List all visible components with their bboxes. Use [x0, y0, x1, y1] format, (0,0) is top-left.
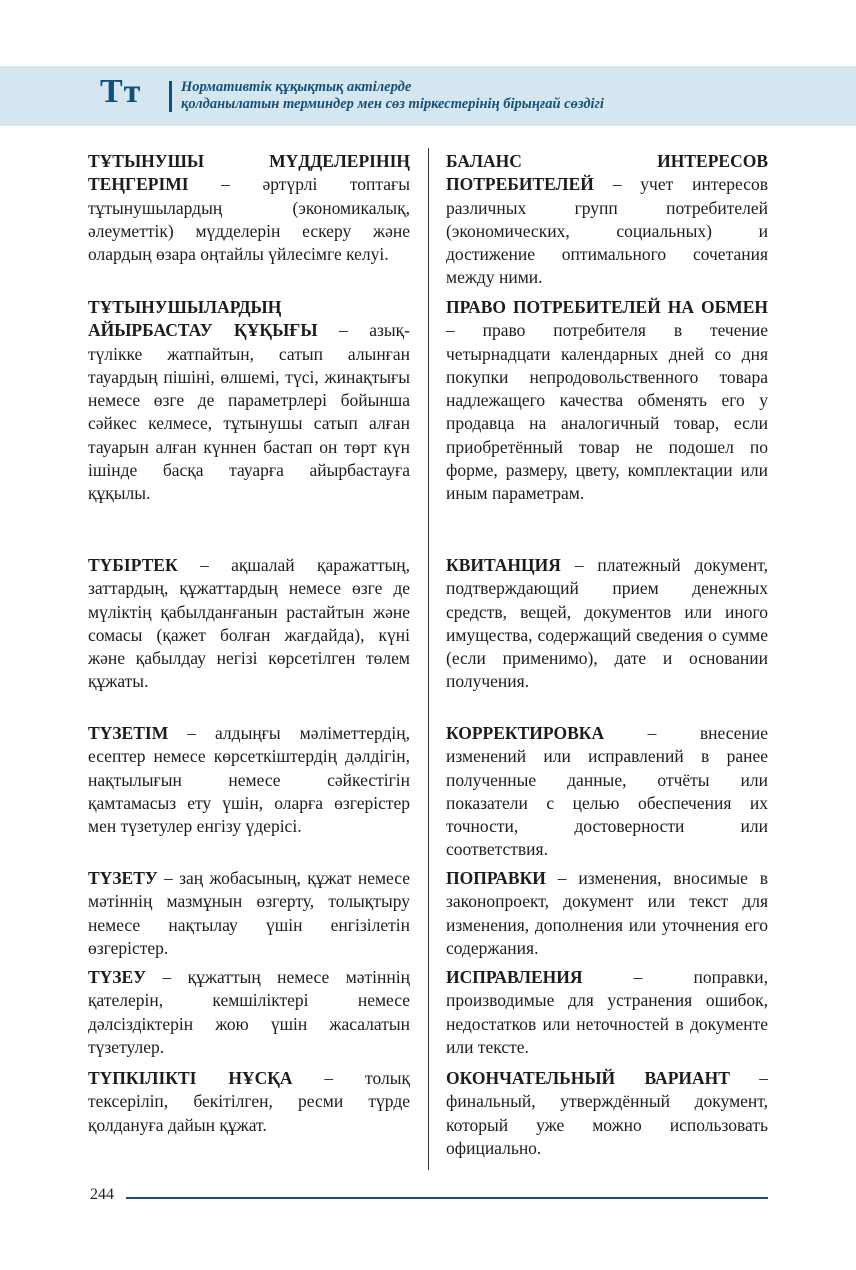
column-divider	[428, 148, 429, 1170]
entry-kk-5	[88, 867, 410, 960]
entry-ru-2	[446, 296, 768, 506]
entry-definition: – финальный, утверждённый документ, который уже можно использовать официально.	[446, 1068, 768, 1158]
entry-term: ОКОНЧАТЕЛЬНЫЙ ВАРИАНТ	[446, 1068, 730, 1088]
entry-term: ПОПРАВКИ	[446, 868, 546, 888]
entry-definition: – заң жобасының, құжат немесе мәтіннің мазмұнын өзгерту, толықтыру немесе нақтылау үшін енгізілетін өзгерістер.	[88, 868, 410, 958]
entry-definition: – платежный документ, подтверждающий прием денежных средств, вещей, документов или иного имущества, содержащий сведения о сумме (если применимо), дате и основании получения.	[446, 555, 768, 692]
entry-kk-7	[88, 1067, 410, 1137]
title-line-1: Нормативтік құқықтық актілерде	[181, 79, 412, 95]
entry-term: ТҮЗЕТУ	[88, 868, 158, 888]
entry-definition: – поправки, производимые для устранения ошибок, недостатков или неточностей в документе или тексте.	[446, 967, 768, 1057]
entry-term: КВИТАНЦИЯ	[446, 555, 561, 575]
entry-term: ТҰТЫНУШЫЛАРДЫҢ АЙЫРБАСТАУ ҚҰҚЫҒЫ	[88, 297, 318, 341]
entry-term: ИСПРАВЛЕНИЯ	[446, 967, 583, 987]
entry-ru-3	[446, 554, 768, 694]
entry-term: КОРРЕКТИРОВКА	[446, 723, 605, 743]
entry-term: ТҮЗЕТІМ	[88, 723, 169, 743]
entry-ru-5	[446, 867, 768, 960]
header-divider	[169, 81, 172, 112]
entry-definition: – внесение изменений или исправлений в ранее полученные данные, отчёты или показатели с целью обеспечения их точности, достоверности или соответствия.	[446, 723, 768, 860]
entry-kk-6	[88, 966, 410, 1059]
entry-kk-4	[88, 722, 410, 838]
entry-kk-3	[88, 554, 410, 694]
entry-term: ТҮБІРТЕК	[88, 555, 178, 575]
entry-term: ТҮПКІЛІКТІ НҰСҚА	[88, 1068, 293, 1088]
entry-definition: – учет интересов различных групп потребителей (экономических, социальных) и достижение оптимального сочетания между ними.	[446, 174, 768, 288]
entry-definition: – право потребителя в течение четырнадцати календарных дней со дня покупки непродовольственного товара надлежащего качества обменять его у продавца на аналогичный товар, если приобретённый товар не подошел по форме, размеру, цвету, комплектации или иным параметрам.	[446, 320, 768, 504]
entry-kk-2	[88, 296, 410, 506]
entry-definition: – ақшалай қаражаттың, заттардың, құжаттардың немесе өзге де мүліктің қабылданғанын растайтын және сомасы (қажет болған жағдайда), күні және қабылдау негізі көрсетілген төлем құжаты.	[88, 555, 410, 692]
entry-ru-7	[446, 1067, 768, 1160]
entry-definition: – изменения, вносимые в законопроект, документ или текст для изменения, дополнения или уточнения его содержания.	[446, 868, 768, 958]
entry-term: БАЛАНС ИНТЕРЕСОВ ПОТРЕБИТЕЛЕЙ	[446, 151, 768, 195]
entry-ru-1	[446, 150, 768, 290]
section-letters: Тт	[100, 73, 142, 110]
entry-term: ПРАВО ПОТРЕБИТЕЛЕЙ НА ОБМЕН	[446, 297, 768, 317]
entry-term: ТҰТЫНУШЫ МҮДДЕЛЕРІНІҢ ТЕҢГЕРІМІ	[88, 151, 410, 195]
entry-ru-6	[446, 966, 768, 1059]
footer-rule	[126, 1197, 768, 1199]
dictionary-title	[181, 79, 604, 113]
page-number: 244	[90, 1186, 114, 1203]
entry-kk-1	[88, 150, 410, 266]
entry-ru-4	[446, 722, 768, 862]
entry-definition: – құжаттың немесе мәтіннің қателерін, кемшіліктері немесе дәлсіздіктерін жою үшін жасалатын түзетулер.	[88, 967, 410, 1057]
entry-definition: – азық-түлікке жатпайтын, сатып алынған тауардың пішіні, өлшемі, түсі, жинақтығы немесе өзге де параметрлері бойынша сәйкес келмесе, тұтынушы сатып алған тауарын алған күннен бастап он төрт күн ішінде басқа тауарға айырбастауға құқылы.	[88, 320, 410, 504]
title-line-2: қолданылатын терминдер мен сөз тіркестерінің бірыңғай сөздігі	[181, 96, 604, 112]
entry-term: ТҮЗЕУ	[88, 967, 147, 987]
entry-definition: – әртүрлі топтағы тұтынушылардың (экономикалық, әлеуметтік) мүдделерін ескеру және олардың өзара оңтайлы үйлесімге келуі.	[88, 174, 410, 265]
entry-definition: – алдыңғы мәліметтердің, есептер немесе көрсеткіштердің дәлдігін, нақтылығын немесе сәйкестігін қамтамасыз ету үшін, оларға өзгерістер мен түзетулер енгізу үдерісі.	[88, 723, 410, 837]
entry-definition: – толық тексеріліп, бекітілген, ресми түрде қолдануға дайын құжат.	[88, 1068, 410, 1135]
